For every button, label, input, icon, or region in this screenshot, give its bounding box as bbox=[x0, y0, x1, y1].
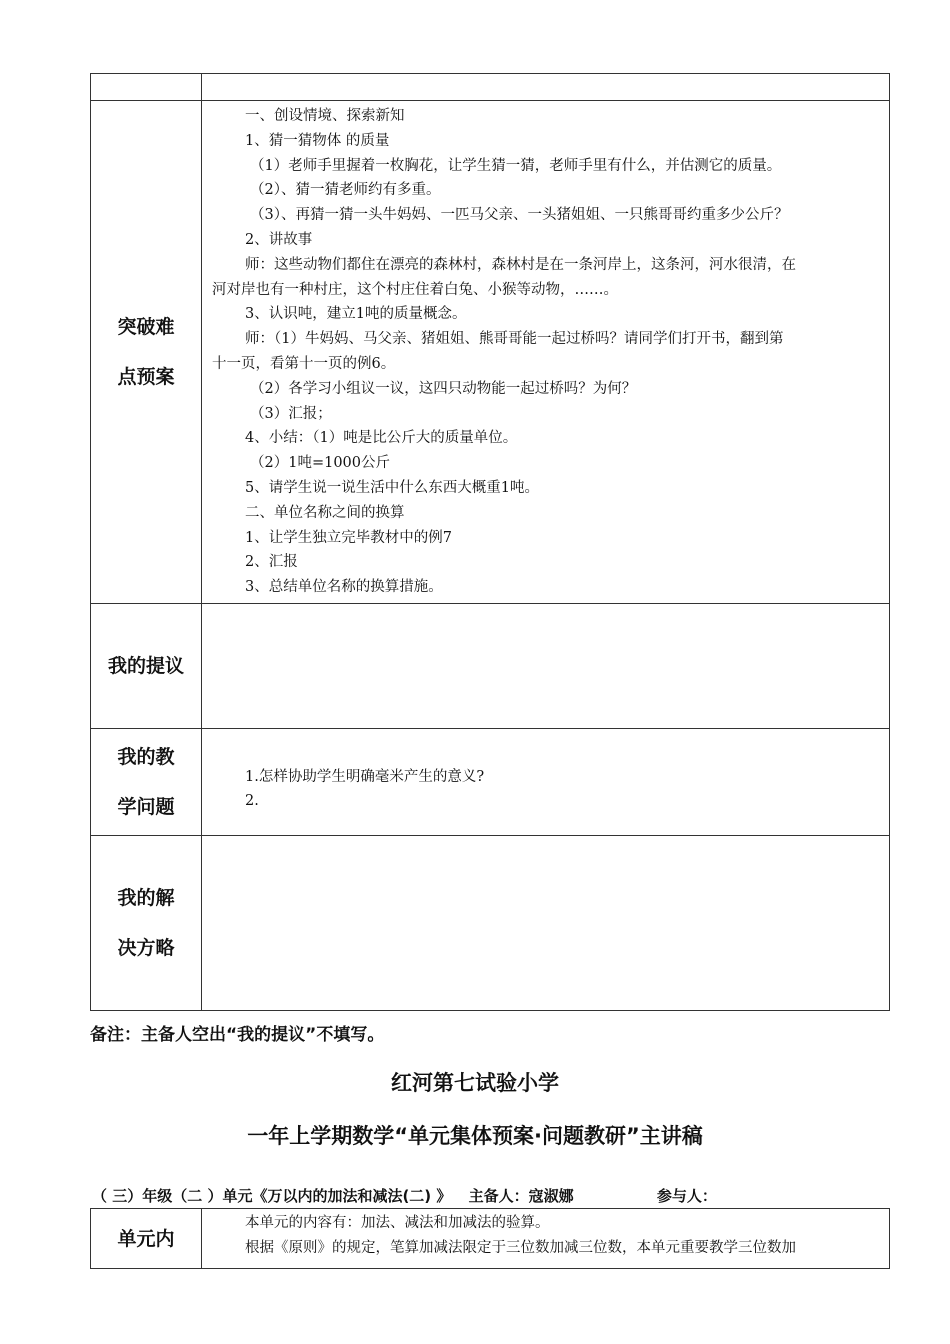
row-label-teaching-question bbox=[91, 728, 202, 835]
content-line: 本单元的内容有：加法、减法和加减法的验算。 bbox=[245, 1215, 550, 1231]
breakthrough-content bbox=[202, 101, 890, 604]
remark-note: 备注：主备人空出“我的提议”不填写。 bbox=[90, 1025, 385, 1045]
label-line: 单元内 bbox=[117, 1227, 175, 1250]
content-line: （2）各学习小组议一议，这四只动物能一起过桥吗？为何？ bbox=[250, 380, 637, 397]
content-line: 1.怎样协助学生明确毫米产生的意义? bbox=[245, 768, 485, 785]
label-line: 我的教 bbox=[117, 745, 175, 768]
content-line: 5、请学生说一说生活中什么东西大概重1吨。 bbox=[245, 479, 539, 496]
content-line: 师：这些动物们都住在漂亮的森林村，森林村是在一条河岸上，这条河，河水很清，在 bbox=[245, 256, 796, 273]
content-line: 2. bbox=[245, 793, 259, 810]
content-line: 根据《原则》的规定，笔算加减法限定于三位数加减三位数，本单元重要教学三位数加 bbox=[245, 1239, 796, 1256]
school-title: 红河第七试验小学 bbox=[391, 1071, 559, 1095]
content-line: 师：（1）牛妈妈、马父亲、猪姐姐、熊哥哥能一起过桥吗？请同学们打开书，翻到第 bbox=[245, 331, 784, 348]
table-cell bbox=[202, 74, 890, 101]
content-line: 3、总结单位名称的换算措施。 bbox=[245, 579, 443, 596]
content-line: （2）1吨=1000公斤 bbox=[250, 455, 391, 472]
label-line: 学问题 bbox=[117, 795, 175, 818]
content-line: （3）汇报； bbox=[250, 405, 332, 422]
lesson-plan-table bbox=[90, 73, 890, 1011]
participants-label: 参与人： bbox=[656, 1187, 717, 1205]
row-label-solution bbox=[91, 835, 202, 1010]
content-line: （2）、猜一猜老师约有多重。 bbox=[250, 182, 441, 199]
content-line: 2、汇报 bbox=[245, 554, 298, 571]
row-label-suggestion bbox=[91, 603, 202, 728]
label-line: 突破难 bbox=[117, 315, 175, 338]
label-line: 点预案 bbox=[117, 365, 175, 388]
label-line: 决方略 bbox=[117, 936, 175, 959]
table-row-breakthrough bbox=[91, 101, 890, 604]
label-line: 我的解 bbox=[117, 886, 175, 909]
unit-info-line bbox=[92, 1185, 892, 1206]
lead-preparer: 主备人：寇淑娜 bbox=[468, 1187, 574, 1205]
content-line: 二、单位名称之间的换算 bbox=[245, 504, 405, 521]
table-row-suggestion bbox=[91, 603, 890, 728]
content-line: （1）老师手里握着一枚胸花，让学生猜一猜，老师手里有什么，并估测它的质量。 bbox=[250, 157, 782, 174]
content-line: 3、认识吨，建立1吨的质量概念。 bbox=[245, 306, 467, 323]
table-row-teaching-question bbox=[91, 728, 890, 835]
content-line: 2、讲故事 bbox=[245, 231, 313, 248]
content-line: 1、让学生独立完毕教材中的例7 bbox=[245, 529, 452, 546]
table-cell bbox=[91, 74, 202, 101]
content-line: 4、小结：（1）吨是比公斤大的质量单位。 bbox=[245, 430, 518, 447]
table-row-unit-content bbox=[91, 1209, 890, 1269]
label-line: 我的提议 bbox=[107, 654, 184, 677]
document-title: 一年上学期数学“单元集体预案·问题教研”主讲稿 bbox=[247, 1124, 703, 1148]
row-label-breakthrough bbox=[91, 101, 202, 604]
suggestion-content bbox=[202, 603, 890, 728]
content-line: 河对岸也有一种村庄，这个村庄住着白兔、小猴等动物，……。 bbox=[212, 281, 618, 298]
row-label-unit-content bbox=[91, 1209, 202, 1269]
table-row-solution bbox=[91, 835, 890, 1010]
content-line: 1、猜一猜物体 的质量 bbox=[245, 132, 390, 149]
content-line: （3）、再猜一猜一头牛妈妈、一匹马父亲、一头猪姐姐、一只熊哥哥约重多少公斤？ bbox=[250, 207, 789, 224]
unit-text: （ 三）年级（二 ）单元《万以内的加法和减法(二) 》 bbox=[92, 1187, 452, 1205]
unit-content-table bbox=[90, 1208, 890, 1269]
content-line: 一、创设情境、探索新知 bbox=[245, 108, 405, 124]
solution-content bbox=[202, 835, 890, 1010]
content-line: 十一页，看第十一页的例6。 bbox=[212, 355, 396, 372]
unit-content bbox=[202, 1209, 890, 1269]
teaching-question-content bbox=[202, 728, 890, 835]
table-row-empty-top bbox=[91, 74, 890, 101]
